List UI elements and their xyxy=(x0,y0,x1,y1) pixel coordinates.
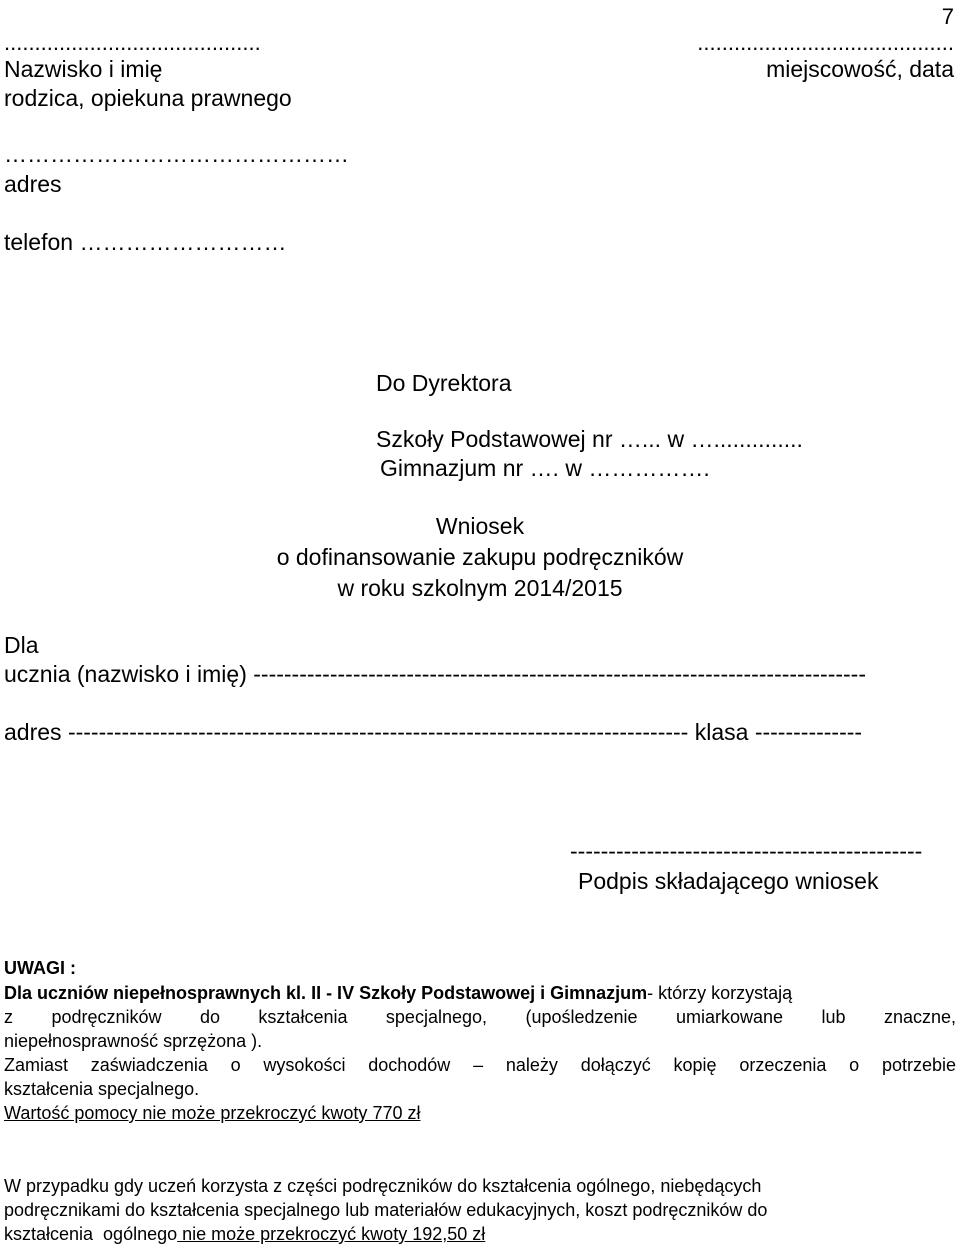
notes-p1-line-2: z podręczników do kształcenia specjalnego, (upośledzenie umiarkowane lub znaczne, xyxy=(4,1007,956,1027)
class-dashes: -------------- xyxy=(754,719,863,745)
signature-label: Podpis składającego wniosek xyxy=(578,868,879,894)
recipient-line-3: Gimnazjum nr …. w ……………. xyxy=(380,455,710,481)
student-address-line xyxy=(4,721,862,744)
notes-p2-line-1: Zamiast zaświadczenia o wysokości dochodów – należy dołączyć kopię orzeczenia o potrzebie xyxy=(4,1055,956,1075)
class-label: klasa xyxy=(694,719,749,745)
student-label: ucznia (nazwisko i imię) xyxy=(4,661,247,687)
student-address-label: adres xyxy=(4,719,62,745)
parent-label: rodzica, opiekuna prawnego xyxy=(4,85,292,111)
name-dots: .......................................... xyxy=(4,30,261,55)
notes-p2-line-2: kształcenia specjalnego. xyxy=(4,1079,200,1099)
student-dashes: -------------------------------------------------------------------------------- xyxy=(253,661,866,687)
dla-label: Dla xyxy=(4,632,39,658)
phone-line xyxy=(4,231,286,254)
title-line-3: w roku szkolnym 2014/2015 xyxy=(337,575,623,601)
notes-p3-line-1: W przypadku gdy uczeń korzysta z części podręczników do kształcenia ogólnego, niebędących xyxy=(4,1176,762,1196)
phone-dots: ……………………… xyxy=(79,229,287,255)
notes-p3-start: kształcenia ogólnego xyxy=(4,1224,178,1244)
notes-p1-bold: Dla uczniów niepełnosprawnych kl. II - IV Szkoły Podstawowej i Gimnazjum xyxy=(4,983,648,1003)
recipient-line-1: Do Dyrektora xyxy=(376,370,512,396)
notes-p1-rest: - którzy korzystają xyxy=(647,983,793,1003)
recipient-line-2: Szkoły Podstawowej nr …... w ….............. xyxy=(376,426,803,452)
notes-p1-line-3: niepełnosprawność sprzężona ). xyxy=(4,1031,263,1051)
notes-heading: UWAGI : xyxy=(4,958,76,978)
place-label: miejscowość, data xyxy=(766,56,954,82)
signature-dashes: ---------------------------------------------- xyxy=(570,838,923,864)
aid-limit-192: nie może przekroczyć kwoty 192,50 zł xyxy=(177,1224,486,1244)
notes-p1-line-1 xyxy=(4,984,792,1002)
notes-p3-line-2: podręcznikami do kształcenia specjalnego lub materiałów edukacyjnych, koszt podręczników do xyxy=(4,1200,768,1220)
phone-label: telefon xyxy=(4,229,74,255)
address-dots: ……………………………………… xyxy=(4,141,349,167)
place-dots: .......................................... xyxy=(697,30,954,55)
title-line-2: o dofinansowanie zakupu podręczników xyxy=(276,544,684,570)
page-number: 7 xyxy=(941,4,954,29)
name-label: Nazwisko i imię xyxy=(4,56,163,82)
address-label: adres xyxy=(4,171,62,197)
student-line xyxy=(4,663,866,686)
title-line-1: Wniosek xyxy=(435,513,525,539)
aid-limit-770: Wartość pomocy nie może przekroczyć kwoty 770 zł xyxy=(4,1103,421,1123)
student-address-dashes: --------------------------------------------------------------------------------- xyxy=(67,719,689,745)
notes-p3-line-3 xyxy=(4,1225,485,1243)
